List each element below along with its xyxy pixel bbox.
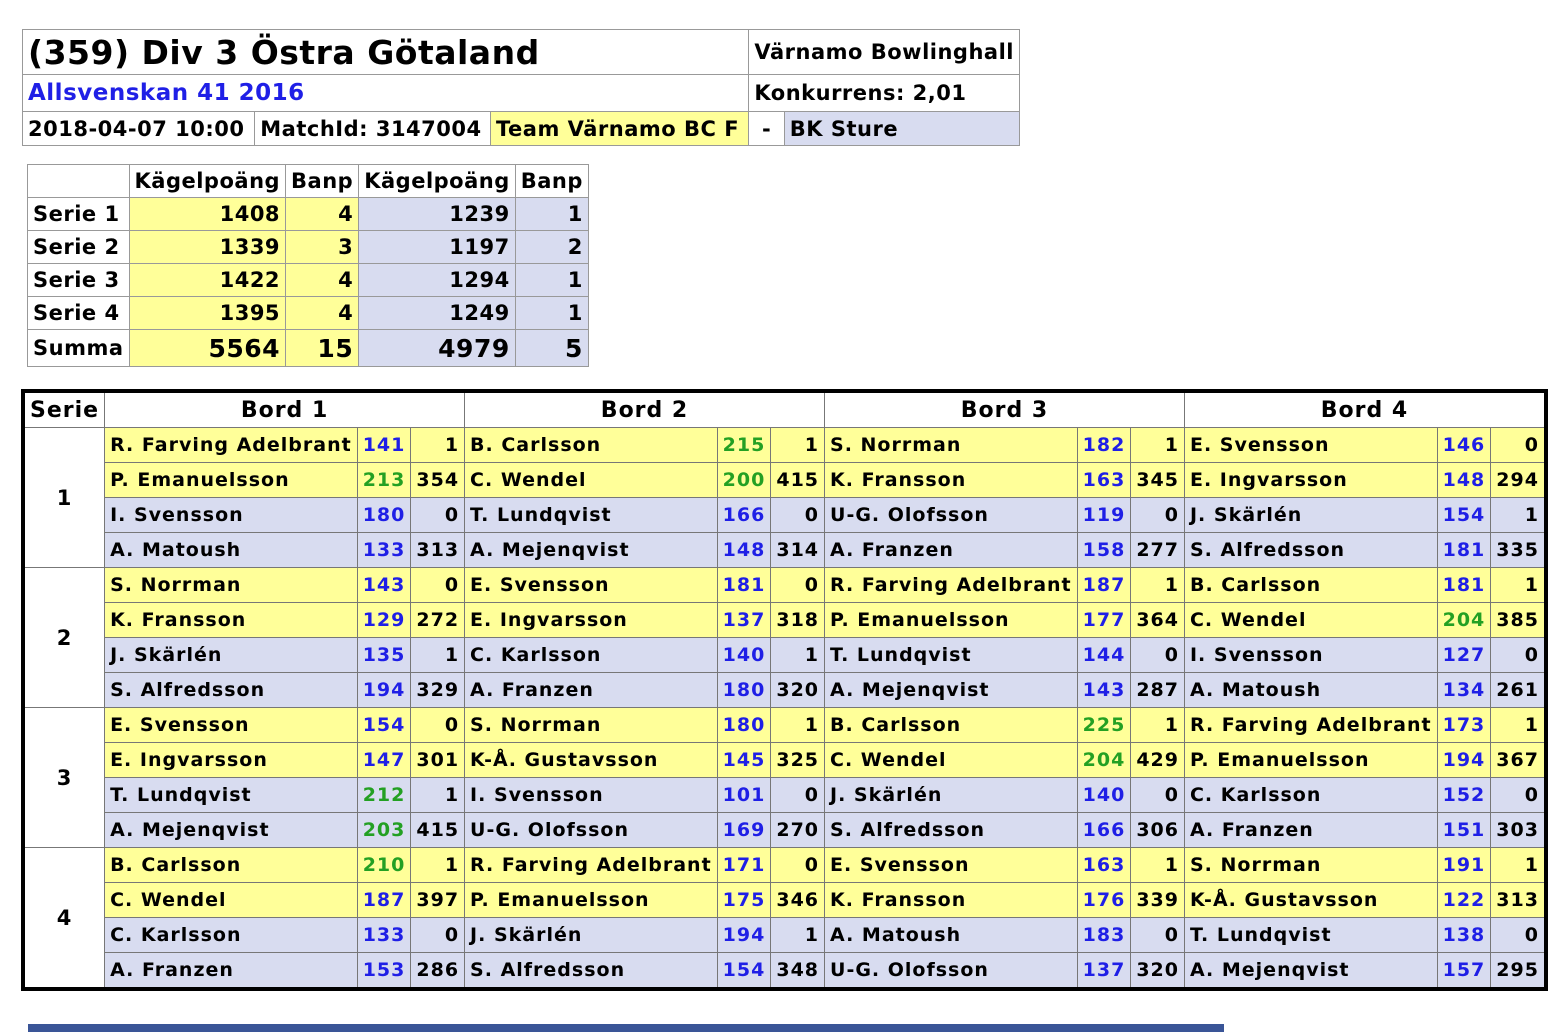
player-score: 140: [1077, 778, 1131, 813]
board-points: 1: [1131, 848, 1185, 883]
player-name[interactable]: C. Karlsson: [465, 638, 718, 673]
player-score: 204: [1437, 603, 1491, 638]
player-score: 158: [1077, 533, 1131, 568]
player-score: 182: [1077, 428, 1131, 463]
summary-row: [28, 198, 589, 231]
player-name[interactable]: B. Carlsson: [1184, 568, 1437, 603]
detail-row: [23, 463, 1546, 498]
match-id: MatchId: 3147004: [255, 112, 491, 146]
serie-number: 1: [23, 428, 105, 568]
player-name[interactable]: A. Matoush: [1184, 673, 1437, 708]
board-points: 0: [771, 568, 825, 603]
player-score: 140: [717, 638, 771, 673]
home-pins: 1422: [129, 264, 286, 297]
player-name[interactable]: R. Farving Adelbrant: [1184, 708, 1437, 743]
player-name[interactable]: U-G. Olofsson: [825, 498, 1078, 533]
player-score: 212: [357, 778, 411, 813]
board-points: 0: [1491, 778, 1546, 813]
board-points: 0: [771, 498, 825, 533]
player-name[interactable]: U-G. Olofsson: [825, 953, 1078, 990]
board-points: 0: [411, 708, 465, 743]
player-score: 210: [357, 848, 411, 883]
board-points: 0: [1491, 638, 1546, 673]
player-name[interactable]: A. Mejenqvist: [105, 813, 358, 848]
board-points: 0: [1131, 638, 1185, 673]
board-points: 314: [771, 533, 825, 568]
board-points: 1: [411, 848, 465, 883]
player-name[interactable]: S. Alfredsson: [465, 953, 718, 990]
player-score: 200: [717, 463, 771, 498]
player-name[interactable]: B. Carlsson: [825, 708, 1078, 743]
player-name[interactable]: I. Svensson: [105, 498, 358, 533]
summary-row-label: Serie 3: [28, 264, 130, 297]
detail-row: [23, 603, 1546, 638]
league-link[interactable]: Allsvenskan 41 2016: [23, 75, 749, 112]
player-name[interactable]: J. Skärlén: [825, 778, 1078, 813]
player-name[interactable]: E. Ingvarsson: [105, 743, 358, 778]
summary-total-label: Summa: [28, 330, 130, 367]
board-detail-table: [21, 389, 1548, 991]
player-name[interactable]: J. Skärlén: [105, 638, 358, 673]
away-points: 1: [515, 297, 588, 330]
player-score: 166: [1077, 813, 1131, 848]
player-name[interactable]: A. Matoush: [105, 533, 358, 568]
player-score: 163: [1077, 848, 1131, 883]
player-score: 180: [717, 673, 771, 708]
player-name[interactable]: S. Norrman: [1184, 848, 1437, 883]
board-points: 0: [411, 498, 465, 533]
player-score: 204: [1077, 743, 1131, 778]
detail-row: [23, 848, 1546, 883]
player-name[interactable]: P. Emanuelsson: [105, 463, 358, 498]
away-pins: 1239: [359, 198, 516, 231]
board-points: 0: [771, 778, 825, 813]
board-points: 346: [771, 883, 825, 918]
player-name[interactable]: T. Lundqvist: [105, 778, 358, 813]
away-points: 1: [515, 264, 588, 297]
board-points: 1: [1491, 848, 1546, 883]
board-points: 318: [771, 603, 825, 638]
board-points: 1: [1491, 568, 1546, 603]
detail-row: [23, 918, 1546, 953]
board-points: 294: [1491, 463, 1546, 498]
footer-bar: [28, 1024, 1224, 1032]
venue: Värnamo Bowlinghall: [749, 30, 1020, 75]
player-score: 187: [1077, 568, 1131, 603]
board-points: 313: [1491, 883, 1546, 918]
board-points: 286: [411, 953, 465, 990]
competition-rating: Konkurrens: 2,01: [749, 75, 1020, 112]
player-name[interactable]: B. Carlsson: [105, 848, 358, 883]
board-points: 272: [411, 603, 465, 638]
player-score: 225: [1077, 708, 1131, 743]
player-score: 203: [357, 813, 411, 848]
detail-header-bord-4: Bord 4: [1184, 391, 1545, 428]
player-score: 147: [357, 743, 411, 778]
player-name[interactable]: K-Å. Gustavsson: [465, 743, 718, 778]
player-score: 137: [1077, 953, 1131, 990]
player-score: 122: [1437, 883, 1491, 918]
board-points: 325: [771, 743, 825, 778]
player-score: 141: [357, 428, 411, 463]
player-score: 163: [1077, 463, 1131, 498]
player-name[interactable]: A. Mejenqvist: [825, 673, 1078, 708]
player-name[interactable]: E. Svensson: [1184, 428, 1437, 463]
player-name[interactable]: A. Mejenqvist: [465, 533, 718, 568]
summary-total-row: [28, 330, 589, 367]
board-points: 1: [771, 428, 825, 463]
home-total-points: 15: [286, 330, 359, 367]
player-score: 213: [357, 463, 411, 498]
detail-row: [23, 428, 1546, 463]
summary-row: [28, 264, 589, 297]
board-points: 0: [1131, 918, 1185, 953]
board-points: 429: [1131, 743, 1185, 778]
player-score: 138: [1437, 918, 1491, 953]
detail-row: [23, 673, 1546, 708]
player-score: 173: [1437, 708, 1491, 743]
home-pins: 1339: [129, 231, 286, 264]
summary-row-label: Serie 1: [28, 198, 130, 231]
player-name[interactable]: S. Norrman: [825, 428, 1078, 463]
detail-row: [23, 708, 1546, 743]
player-score: 181: [1437, 568, 1491, 603]
player-name[interactable]: A. Mejenqvist: [1184, 953, 1437, 990]
board-points: 295: [1491, 953, 1546, 990]
board-points: 345: [1131, 463, 1185, 498]
home-points: 4: [286, 198, 359, 231]
player-name[interactable]: T. Lundqvist: [1184, 918, 1437, 953]
player-score: 194: [717, 918, 771, 953]
home-points: 4: [286, 297, 359, 330]
board-points: 1: [411, 428, 465, 463]
board-points: 0: [1131, 498, 1185, 533]
away-pins: 1197: [359, 231, 516, 264]
player-name[interactable]: S. Alfredsson: [1184, 533, 1437, 568]
player-score: 154: [717, 953, 771, 990]
player-score: 166: [717, 498, 771, 533]
player-name[interactable]: T. Lundqvist: [825, 638, 1078, 673]
board-points: 339: [1131, 883, 1185, 918]
player-name[interactable]: K. Fransson: [825, 883, 1078, 918]
board-points: 1: [771, 638, 825, 673]
detail-row: [23, 743, 1546, 778]
away-pins: 1249: [359, 297, 516, 330]
home-points: 3: [286, 231, 359, 264]
summary-row-label: Serie 4: [28, 297, 130, 330]
player-name[interactable]: S. Alfredsson: [825, 813, 1078, 848]
player-name[interactable]: C. Karlsson: [105, 918, 358, 953]
player-name[interactable]: E. Ingvarsson: [465, 603, 718, 638]
player-name[interactable]: P. Emanuelsson: [825, 603, 1078, 638]
away-points: 1: [515, 198, 588, 231]
player-name[interactable]: A. Franzen: [465, 673, 718, 708]
series-summary-table: [27, 164, 589, 367]
away-team[interactable]: BK Sture: [784, 112, 1019, 146]
player-name[interactable]: J. Skärlén: [1184, 498, 1437, 533]
serie-number: 2: [23, 568, 105, 708]
summary-header-blank: [28, 165, 130, 198]
player-name[interactable]: E. Svensson: [465, 568, 718, 603]
board-points: 0: [771, 848, 825, 883]
player-score: 145: [717, 743, 771, 778]
away-pins: 1294: [359, 264, 516, 297]
board-points: 0: [1131, 778, 1185, 813]
detail-row: [23, 498, 1546, 533]
detail-row: [23, 638, 1546, 673]
detail-row: [23, 953, 1546, 990]
player-name[interactable]: R. Farving Adelbrant: [105, 428, 358, 463]
detail-row: [23, 533, 1546, 568]
player-name[interactable]: S. Norrman: [465, 708, 718, 743]
board-points: 1: [771, 918, 825, 953]
player-score: 148: [717, 533, 771, 568]
board-points: 1: [771, 708, 825, 743]
player-score: 181: [717, 568, 771, 603]
summary-row: [28, 231, 589, 264]
player-name[interactable]: C. Wendel: [465, 463, 718, 498]
page-title: (359) Div 3 Östra Götaland: [23, 30, 749, 75]
player-score: 169: [717, 813, 771, 848]
player-score: 171: [717, 848, 771, 883]
team-separator: -: [749, 112, 784, 146]
detail-header-bord-3: Bord 3: [825, 391, 1185, 428]
player-name[interactable]: A. Matoush: [825, 918, 1078, 953]
board-points: 0: [411, 568, 465, 603]
board-points: 303: [1491, 813, 1546, 848]
player-score: 143: [357, 568, 411, 603]
board-points: 1: [1491, 708, 1546, 743]
serie-number: 4: [23, 848, 105, 990]
player-name[interactable]: C. Wendel: [825, 743, 1078, 778]
summary-header-home-pins: Kägelpoäng: [129, 165, 286, 198]
player-score: 154: [357, 708, 411, 743]
player-score: 180: [357, 498, 411, 533]
board-points: 1: [1491, 498, 1546, 533]
board-points: 0: [1491, 918, 1546, 953]
player-score: 135: [357, 638, 411, 673]
player-score: 137: [717, 603, 771, 638]
player-name[interactable]: J. Skärlén: [465, 918, 718, 953]
player-name[interactable]: C. Wendel: [105, 883, 358, 918]
detail-row: [23, 813, 1546, 848]
player-score: 183: [1077, 918, 1131, 953]
board-points: 1: [411, 778, 465, 813]
player-score: 146: [1437, 428, 1491, 463]
detail-row: [23, 778, 1546, 813]
player-name[interactable]: U-G. Olofsson: [465, 813, 718, 848]
player-score: 148: [1437, 463, 1491, 498]
summary-header-home-points: Banp: [286, 165, 359, 198]
player-name[interactable]: P. Emanuelsson: [465, 883, 718, 918]
player-score: 215: [717, 428, 771, 463]
player-score: 154: [1437, 498, 1491, 533]
player-name[interactable]: I. Svensson: [1184, 638, 1437, 673]
player-score: 194: [1437, 743, 1491, 778]
board-points: 261: [1491, 673, 1546, 708]
player-name[interactable]: I. Svensson: [465, 778, 718, 813]
board-points: 1: [1131, 708, 1185, 743]
board-points: 320: [771, 673, 825, 708]
player-name[interactable]: K. Fransson: [105, 603, 358, 638]
board-points: 354: [411, 463, 465, 498]
player-score: 134: [1437, 673, 1491, 708]
summary-row-label: Serie 2: [28, 231, 130, 264]
board-points: 0: [411, 918, 465, 953]
player-score: 133: [357, 918, 411, 953]
board-points: 306: [1131, 813, 1185, 848]
player-name[interactable]: E. Svensson: [105, 708, 358, 743]
summary-header-away-pins: Kägelpoäng: [359, 165, 516, 198]
away-points: 2: [515, 231, 588, 264]
player-name[interactable]: B. Carlsson: [465, 428, 718, 463]
home-points: 4: [286, 264, 359, 297]
board-points: 270: [771, 813, 825, 848]
player-score: 101: [717, 778, 771, 813]
away-total-points: 5: [515, 330, 588, 367]
player-name[interactable]: C. Wendel: [1184, 603, 1437, 638]
detail-header-row: [23, 391, 1546, 428]
player-name[interactable]: A. Franzen: [105, 953, 358, 990]
player-score: 157: [1437, 953, 1491, 990]
player-name[interactable]: S. Alfredsson: [105, 673, 358, 708]
summary-header-row: [28, 165, 589, 198]
board-points: 397: [411, 883, 465, 918]
away-total-pins: 4979: [359, 330, 516, 367]
player-name[interactable]: P. Emanuelsson: [1184, 743, 1437, 778]
player-score: 187: [357, 883, 411, 918]
board-points: 364: [1131, 603, 1185, 638]
board-points: 415: [411, 813, 465, 848]
player-score: 143: [1077, 673, 1131, 708]
player-name[interactable]: A. Franzen: [1184, 813, 1437, 848]
player-score: 153: [357, 953, 411, 990]
player-name[interactable]: A. Franzen: [825, 533, 1078, 568]
board-points: 329: [411, 673, 465, 708]
board-points: 415: [771, 463, 825, 498]
board-points: 335: [1491, 533, 1546, 568]
board-points: 301: [411, 743, 465, 778]
player-score: 176: [1077, 883, 1131, 918]
home-total-pins: 5564: [129, 330, 286, 367]
player-score: 181: [1437, 533, 1491, 568]
board-points: 287: [1131, 673, 1185, 708]
player-name[interactable]: C. Karlsson: [1184, 778, 1437, 813]
board-points: 313: [411, 533, 465, 568]
detail-header-bord-1: Bord 1: [105, 391, 465, 428]
summary-row: [28, 297, 589, 330]
serie-number: 3: [23, 708, 105, 848]
board-points: 348: [771, 953, 825, 990]
detail-row: [23, 883, 1546, 918]
match-datetime: 2018-04-07 10:00: [23, 112, 255, 146]
player-score: 191: [1437, 848, 1491, 883]
home-pins: 1408: [129, 198, 286, 231]
board-points: 367: [1491, 743, 1546, 778]
player-score: 127: [1437, 638, 1491, 673]
board-points: 277: [1131, 533, 1185, 568]
detail-row: [23, 568, 1546, 603]
board-points: 1: [1131, 428, 1185, 463]
player-name[interactable]: E. Svensson: [825, 848, 1078, 883]
player-score: 144: [1077, 638, 1131, 673]
board-points: 385: [1491, 603, 1546, 638]
player-score: 151: [1437, 813, 1491, 848]
board-points: 0: [1491, 428, 1546, 463]
player-score: 194: [357, 673, 411, 708]
player-name[interactable]: E. Ingvarsson: [1184, 463, 1437, 498]
player-name[interactable]: T. Lundqvist: [465, 498, 718, 533]
player-score: 152: [1437, 778, 1491, 813]
player-score: 129: [357, 603, 411, 638]
player-name[interactable]: S. Norrman: [105, 568, 358, 603]
home-team[interactable]: Team Värnamo BC F: [491, 112, 749, 146]
player-score: 175: [717, 883, 771, 918]
player-name[interactable]: K-Å. Gustavsson: [1184, 883, 1437, 918]
player-name[interactable]: K. Fransson: [825, 463, 1078, 498]
player-name[interactable]: R. Farving Adelbrant: [825, 568, 1078, 603]
match-header: [22, 29, 1020, 146]
board-points: 1: [1131, 568, 1185, 603]
board-points: 1: [411, 638, 465, 673]
player-score: 180: [717, 708, 771, 743]
home-pins: 1395: [129, 297, 286, 330]
summary-header-away-points: Banp: [515, 165, 588, 198]
player-score: 177: [1077, 603, 1131, 638]
detail-header-bord-2: Bord 2: [465, 391, 825, 428]
player-score: 119: [1077, 498, 1131, 533]
player-name[interactable]: R. Farving Adelbrant: [465, 848, 718, 883]
detail-header-serie: Serie: [23, 391, 105, 428]
board-points: 320: [1131, 953, 1185, 990]
player-score: 133: [357, 533, 411, 568]
